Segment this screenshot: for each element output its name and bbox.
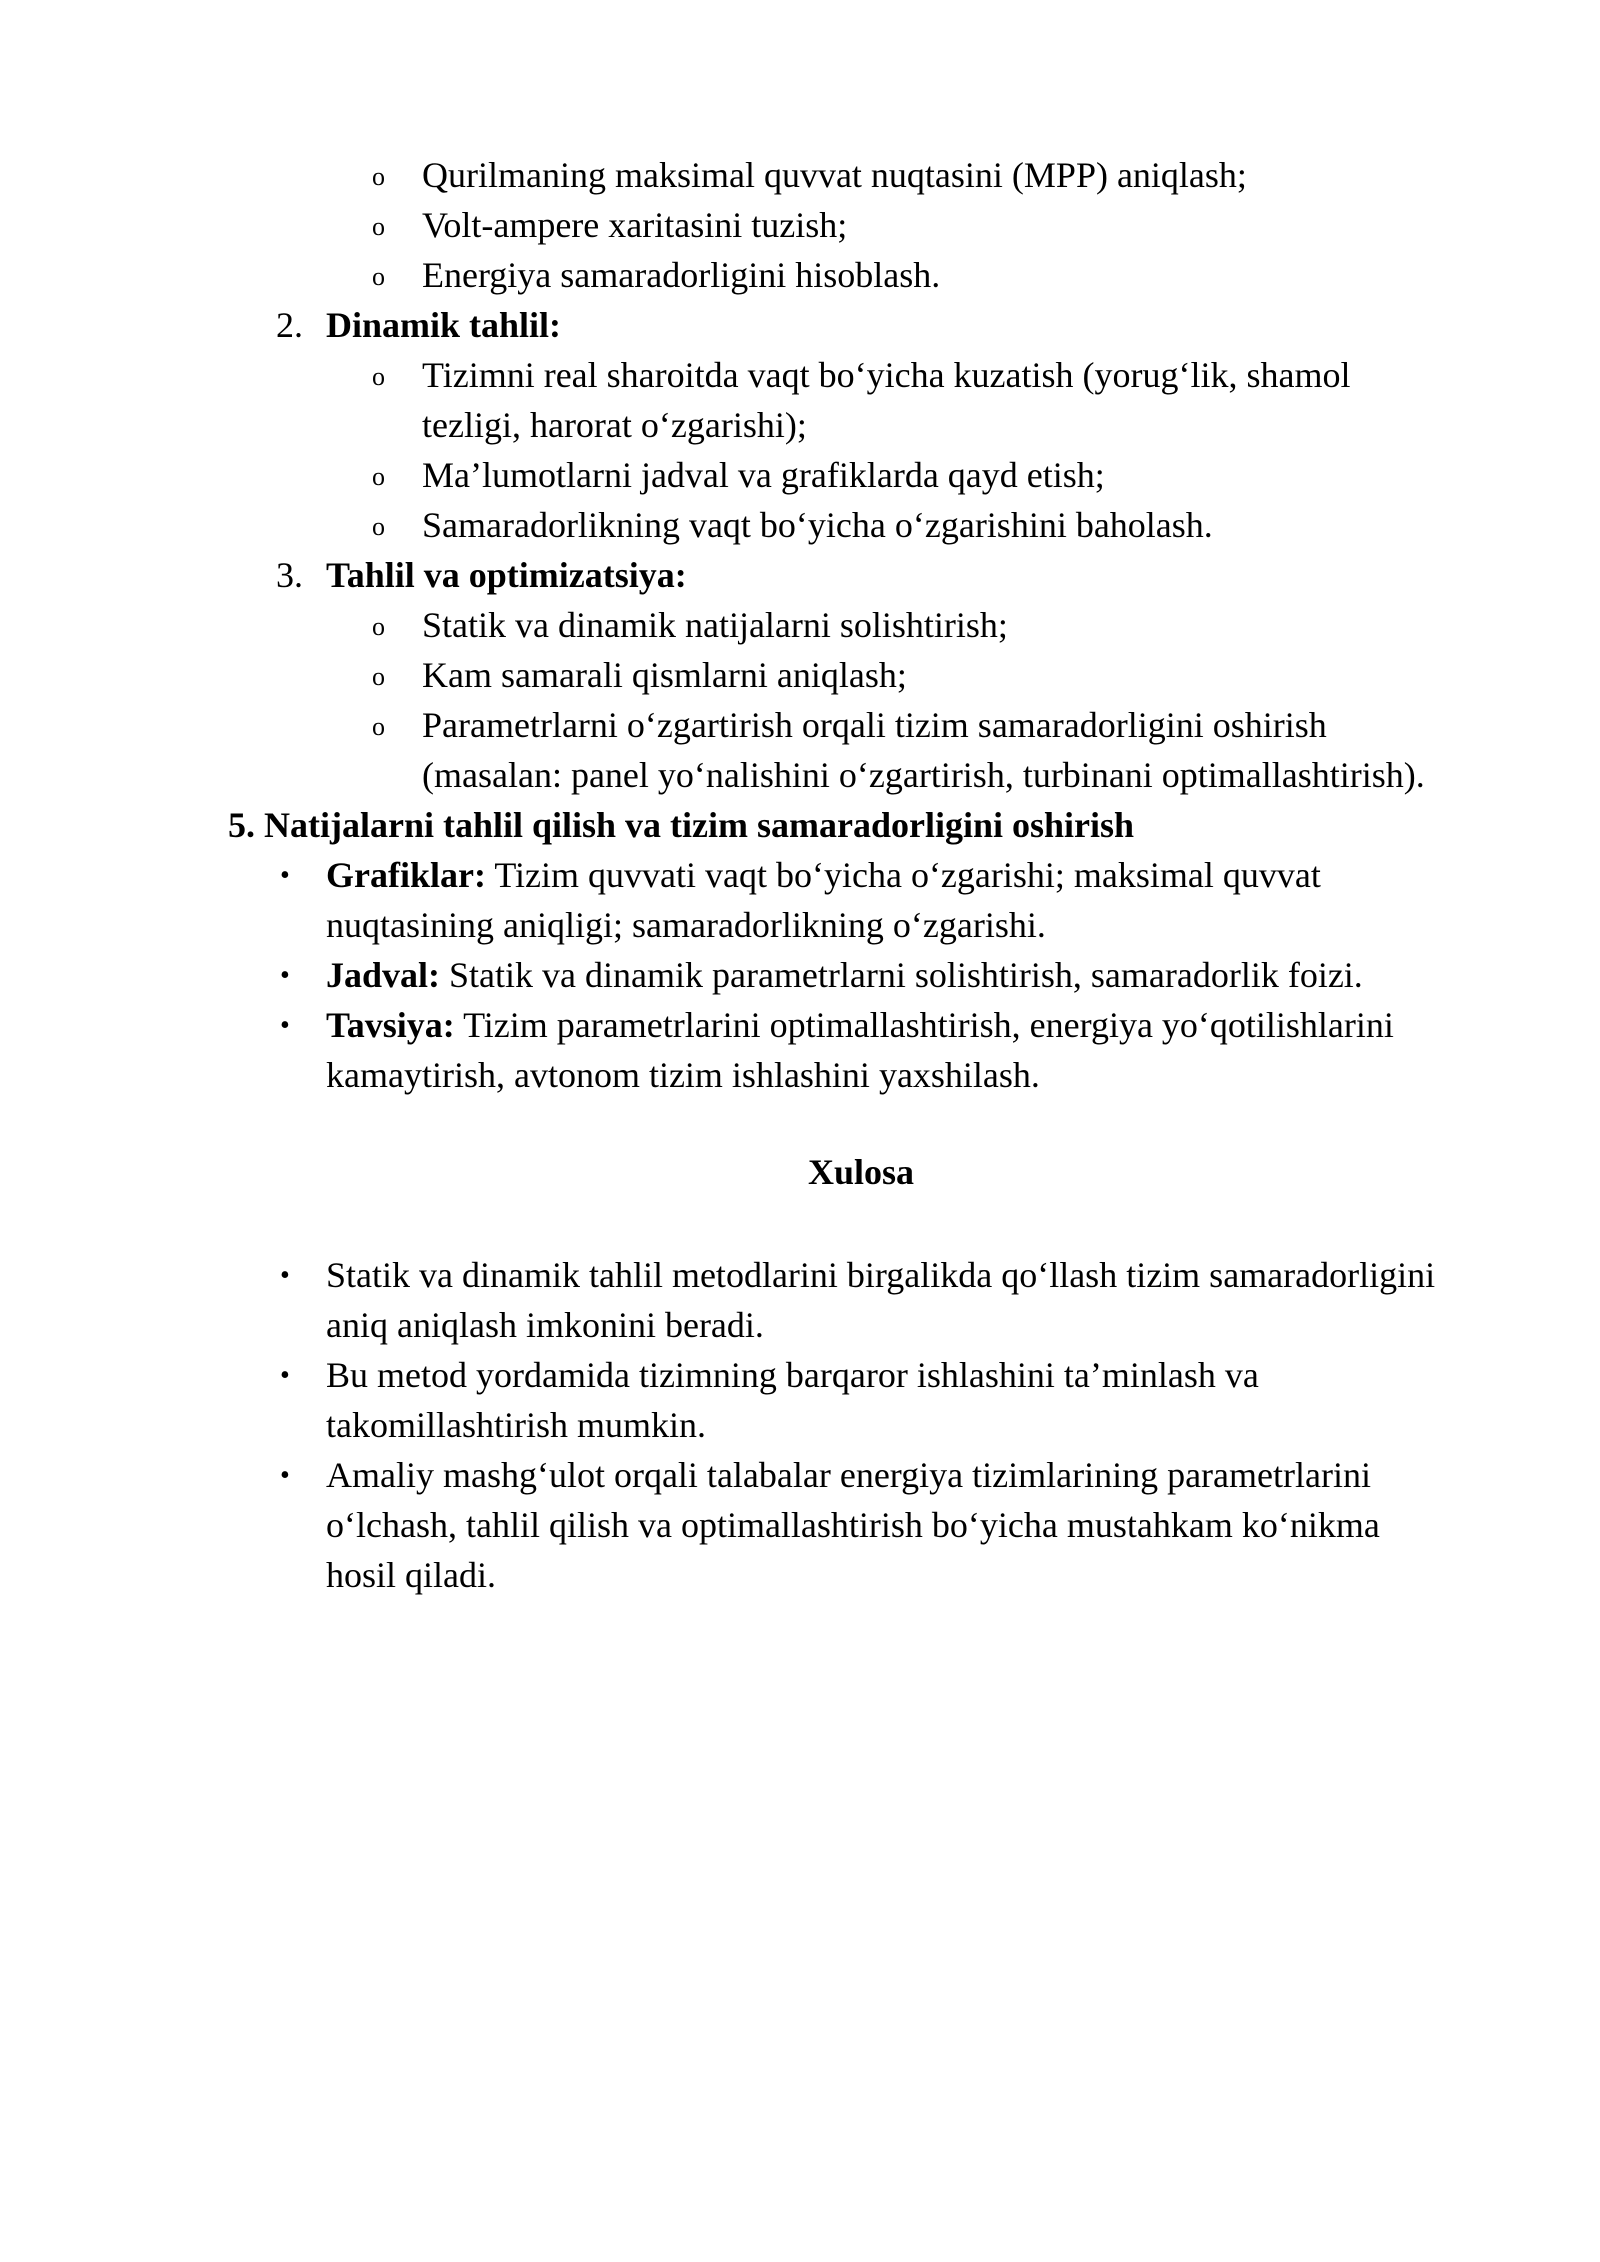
list-item: Statik va dinamik natijalarni solishtirish;: [422, 605, 1008, 645]
list-item: Qurilmaning maksimal quvvat nuqtasini (MPP) aniqlash;: [422, 155, 1247, 195]
list-marker: o: [372, 612, 385, 641]
list-item-continuation: tezligi, harorat o‘zgarishi);: [422, 405, 807, 445]
item-label: Jadval:: [326, 955, 441, 995]
section-heading-optimization: Tahlil va optimizatsiya:: [326, 555, 687, 595]
list-item-continuation: takomillashtirish mumkin.: [326, 1405, 706, 1445]
list-item: Kam samarali qismlarni aniqlash;: [422, 655, 907, 695]
bullet-marker: •: [280, 1260, 290, 1291]
list-item-continuation: hosil qiladi.: [326, 1555, 496, 1595]
section-heading-results: 5. Natijalarni tahlil qilish va tizim samaradorligini oshirish: [228, 805, 1135, 845]
list-item: Ma’lumotlarni jadval va grafiklarda qayd etish;: [422, 455, 1105, 495]
item-text: Tizim parametrlarini optimallashtirish, energiya yo‘qotilishlarini: [454, 1005, 1394, 1045]
list-number: 3.: [276, 555, 303, 595]
list-item: Statik va dinamik tahlil metodlarini birgalikda qo‘llash tizim samaradorligini: [326, 1255, 1436, 1295]
item-text: Statik va dinamik parametrlarni solishtirish, samaradorlik foizi.: [440, 955, 1363, 995]
bullet-marker: •: [280, 960, 290, 991]
list-marker: o: [372, 512, 385, 541]
list-item: Energiya samaradorligini hisoblash.: [422, 255, 941, 295]
list-marker: o: [372, 662, 385, 691]
list-item-tavsiya: [326, 1000, 1394, 1050]
list-marker: o: [372, 262, 385, 291]
list-item: Parametrlarni o‘zgartirish orqali tizim samaradorligini oshirish: [422, 705, 1327, 745]
item-text: Tizim quvvati vaqt bo‘yicha o‘zgarishi; maksimal quvvat: [485, 855, 1321, 895]
list-item: Volt-ampere xaritasini tuzish;: [422, 205, 848, 245]
list-marker: o: [372, 362, 385, 391]
list-item: Amaliy mashg‘ulot orqali talabalar energiya tizimlarining parametrlarini: [326, 1455, 1371, 1495]
list-item-jadval: [326, 950, 1363, 1000]
bullet-marker: •: [280, 1360, 290, 1391]
list-marker: o: [372, 212, 385, 241]
list-item-continuation: o‘lchash, tahlil qilish va optimallashtirish bo‘yicha mustahkam ko‘nikma: [326, 1505, 1380, 1545]
list-marker: o: [372, 162, 385, 191]
list-item-grafiklar: [326, 850, 1321, 900]
list-marker: o: [372, 712, 385, 741]
section-heading-dynamic: Dinamik tahlil:: [326, 305, 562, 345]
bullet-marker: •: [280, 860, 290, 891]
list-item-continuation: (masalan: panel yo‘nalishini o‘zgartirish, turbinani optimallashtirish).: [422, 755, 1425, 795]
list-item: Tizimni real sharoitda vaqt bo‘yicha kuzatish (yorug‘lik, shamol: [422, 355, 1351, 395]
list-item-continuation: kamaytirish, avtonom tizim ishlashini yaxshilash.: [326, 1055, 1040, 1095]
bullet-marker: •: [280, 1460, 290, 1491]
conclusion-title: Xulosa: [807, 1152, 915, 1192]
item-label: Tavsiya:: [326, 1005, 455, 1045]
list-item: Samaradorlikning vaqt bo‘yicha o‘zgarishini baholash.: [422, 505, 1213, 545]
list-number: 2.: [276, 305, 303, 345]
list-marker: o: [372, 462, 385, 491]
bullet-marker: •: [280, 1010, 290, 1041]
item-label: Grafiklar:: [326, 855, 486, 895]
list-item-continuation: nuqtasining aniqligi; samaradorlikning o‘zgarishi.: [326, 905, 1046, 945]
list-item-continuation: aniq aniqlash imkonini beradi.: [326, 1305, 764, 1345]
list-item: Bu metod yordamida tizimning barqaror ishlashini ta’minlash va: [326, 1355, 1259, 1395]
